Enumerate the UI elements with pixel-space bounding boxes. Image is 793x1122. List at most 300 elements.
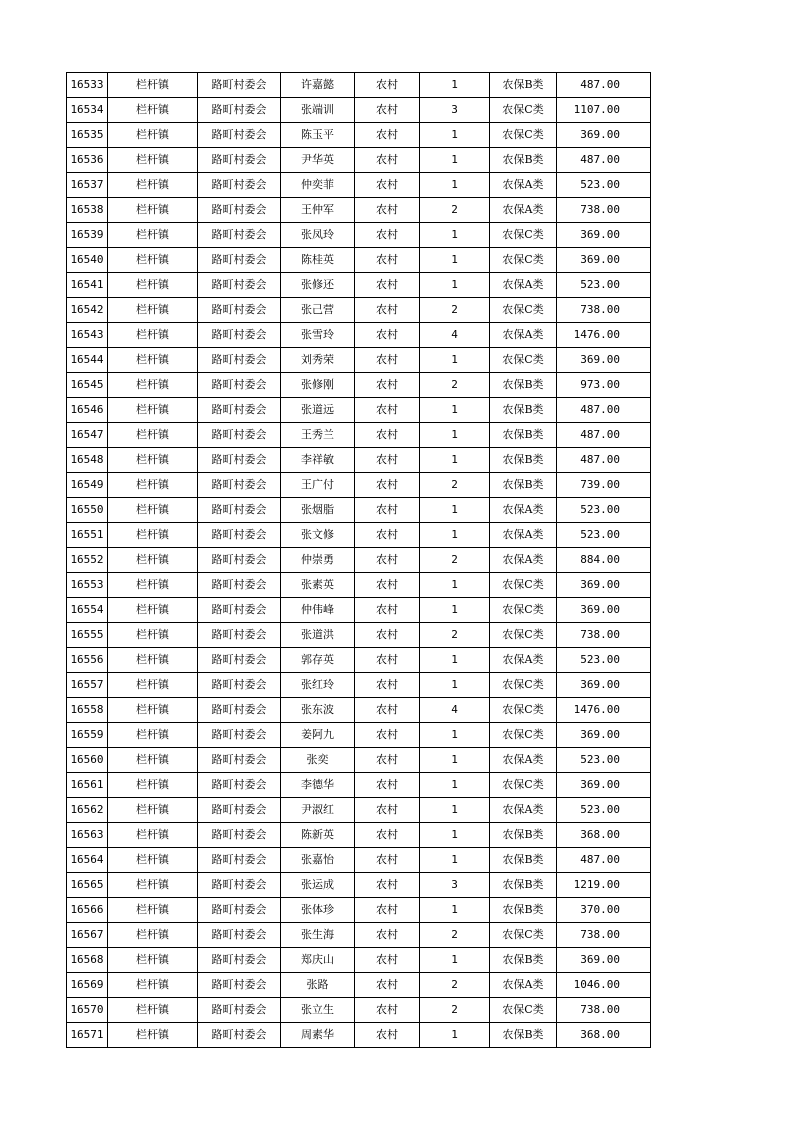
cell-household-type: 农村 — [355, 798, 420, 823]
cell-town: 栏杆镇 — [108, 498, 198, 523]
cell-record-id: 16551 — [67, 523, 108, 548]
cell-person-name: 王仲军 — [281, 198, 355, 223]
cell-amount: 523.00 — [557, 523, 651, 548]
table-row — [67, 973, 651, 998]
cell-household-type: 农村 — [355, 198, 420, 223]
cell-household-type: 农村 — [355, 323, 420, 348]
cell-insurance-category: 农保B类 — [490, 873, 557, 898]
cell-record-id: 16566 — [67, 898, 108, 923]
cell-member-count: 1 — [420, 948, 490, 973]
cell-amount: 368.00 — [557, 823, 651, 848]
cell-insurance-category: 农保B类 — [490, 373, 557, 398]
cell-household-type: 农村 — [355, 223, 420, 248]
cell-person-name: 姜阿九 — [281, 723, 355, 748]
cell-household-type: 农村 — [355, 348, 420, 373]
cell-household-type: 农村 — [355, 873, 420, 898]
cell-insurance-category: 农保C类 — [490, 298, 557, 323]
cell-town: 栏杆镇 — [108, 148, 198, 173]
cell-member-count: 1 — [420, 348, 490, 373]
cell-person-name: 张修还 — [281, 273, 355, 298]
cell-amount: 523.00 — [557, 498, 651, 523]
cell-member-count: 1 — [420, 648, 490, 673]
cell-amount: 369.00 — [557, 573, 651, 598]
cell-insurance-category: 农保C类 — [490, 248, 557, 273]
cell-insurance-category: 农保A类 — [490, 648, 557, 673]
cell-insurance-category: 农保B类 — [490, 823, 557, 848]
cell-record-id: 16538 — [67, 198, 108, 223]
table-row — [67, 873, 651, 898]
cell-town: 栏杆镇 — [108, 948, 198, 973]
cell-village-committee: 路町村委会 — [198, 673, 281, 698]
cell-person-name: 张素英 — [281, 573, 355, 598]
cell-person-name: 王秀兰 — [281, 423, 355, 448]
cell-person-name: 张文修 — [281, 523, 355, 548]
cell-household-type: 农村 — [355, 248, 420, 273]
cell-village-committee: 路町村委会 — [198, 748, 281, 773]
cell-member-count: 1 — [420, 748, 490, 773]
cell-household-type: 农村 — [355, 998, 420, 1023]
cell-record-id: 16534 — [67, 98, 108, 123]
cell-town: 栏杆镇 — [108, 1023, 198, 1048]
cell-record-id: 16545 — [67, 373, 108, 398]
cell-insurance-category: 农保B类 — [490, 1023, 557, 1048]
cell-village-committee: 路町村委会 — [198, 598, 281, 623]
cell-insurance-category: 农保B类 — [490, 73, 557, 98]
table-row — [67, 398, 651, 423]
cell-town: 栏杆镇 — [108, 573, 198, 598]
cell-insurance-category: 农保A类 — [490, 273, 557, 298]
cell-insurance-category: 农保B类 — [490, 898, 557, 923]
table-row — [67, 923, 651, 948]
cell-amount: 738.00 — [557, 923, 651, 948]
cell-town: 栏杆镇 — [108, 548, 198, 573]
table-row — [67, 723, 651, 748]
cell-member-count: 1 — [420, 898, 490, 923]
cell-amount: 487.00 — [557, 448, 651, 473]
cell-member-count: 1 — [420, 423, 490, 448]
cell-insurance-category: 农保C类 — [490, 998, 557, 1023]
cell-household-type: 农村 — [355, 623, 420, 648]
cell-household-type: 农村 — [355, 573, 420, 598]
cell-village-committee: 路町村委会 — [198, 323, 281, 348]
cell-member-count: 2 — [420, 198, 490, 223]
table-row — [67, 473, 651, 498]
table-row — [67, 598, 651, 623]
cell-record-id: 16546 — [67, 398, 108, 423]
cell-amount: 1476.00 — [557, 698, 651, 723]
data-table — [66, 72, 651, 1048]
cell-member-count: 1 — [420, 148, 490, 173]
cell-record-id: 16563 — [67, 823, 108, 848]
table-row — [67, 623, 651, 648]
cell-amount: 369.00 — [557, 773, 651, 798]
cell-amount: 523.00 — [557, 648, 651, 673]
cell-person-name: 郭存英 — [281, 648, 355, 673]
cell-village-committee: 路町村委会 — [198, 198, 281, 223]
cell-household-type: 农村 — [355, 423, 420, 448]
cell-town: 栏杆镇 — [108, 348, 198, 373]
cell-town: 栏杆镇 — [108, 698, 198, 723]
cell-person-name: 尹淑红 — [281, 798, 355, 823]
cell-insurance-category: 农保A类 — [490, 323, 557, 348]
cell-person-name: 仲伟峰 — [281, 598, 355, 623]
table-row — [67, 523, 651, 548]
cell-amount: 369.00 — [557, 598, 651, 623]
cell-town: 栏杆镇 — [108, 223, 198, 248]
cell-record-id: 16571 — [67, 1023, 108, 1048]
cell-town: 栏杆镇 — [108, 923, 198, 948]
cell-insurance-category: 农保A类 — [490, 548, 557, 573]
table-row — [67, 498, 651, 523]
cell-record-id: 16553 — [67, 573, 108, 598]
cell-household-type: 农村 — [355, 598, 420, 623]
cell-town: 栏杆镇 — [108, 723, 198, 748]
cell-town: 栏杆镇 — [108, 623, 198, 648]
cell-person-name: 张端训 — [281, 98, 355, 123]
cell-village-committee: 路町村委会 — [198, 623, 281, 648]
cell-insurance-category: 农保C类 — [490, 623, 557, 648]
cell-village-committee: 路町村委会 — [198, 548, 281, 573]
cell-town: 栏杆镇 — [108, 648, 198, 673]
cell-household-type: 农村 — [355, 73, 420, 98]
cell-member-count: 1 — [420, 523, 490, 548]
cell-village-committee: 路町村委会 — [198, 573, 281, 598]
table-row — [67, 223, 651, 248]
cell-village-committee: 路町村委会 — [198, 848, 281, 873]
table-row — [67, 98, 651, 123]
cell-record-id: 16542 — [67, 298, 108, 323]
cell-amount: 739.00 — [557, 473, 651, 498]
cell-member-count: 2 — [420, 998, 490, 1023]
cell-record-id: 16567 — [67, 923, 108, 948]
cell-town: 栏杆镇 — [108, 973, 198, 998]
cell-household-type: 农村 — [355, 273, 420, 298]
cell-record-id: 16543 — [67, 323, 108, 348]
cell-household-type: 农村 — [355, 948, 420, 973]
cell-person-name: 张体珍 — [281, 898, 355, 923]
cell-amount: 738.00 — [557, 623, 651, 648]
table-row — [67, 123, 651, 148]
cell-village-committee: 路町村委会 — [198, 398, 281, 423]
cell-person-name: 陈桂英 — [281, 248, 355, 273]
cell-person-name: 张路 — [281, 973, 355, 998]
cell-town: 栏杆镇 — [108, 423, 198, 448]
cell-member-count: 1 — [420, 1023, 490, 1048]
cell-record-id: 16558 — [67, 698, 108, 723]
cell-record-id: 16544 — [67, 348, 108, 373]
cell-amount: 369.00 — [557, 123, 651, 148]
cell-insurance-category: 农保B类 — [490, 948, 557, 973]
table-row — [67, 348, 651, 373]
cell-household-type: 农村 — [355, 723, 420, 748]
cell-insurance-category: 农保A类 — [490, 798, 557, 823]
cell-record-id: 16537 — [67, 173, 108, 198]
cell-amount: 369.00 — [557, 723, 651, 748]
cell-village-committee: 路町村委会 — [198, 698, 281, 723]
cell-record-id: 16556 — [67, 648, 108, 673]
cell-record-id: 16559 — [67, 723, 108, 748]
cell-record-id: 16552 — [67, 548, 108, 573]
cell-person-name: 张雪玲 — [281, 323, 355, 348]
cell-village-committee: 路町村委会 — [198, 723, 281, 748]
cell-amount: 369.00 — [557, 223, 651, 248]
cell-town: 栏杆镇 — [108, 98, 198, 123]
table-row — [67, 423, 651, 448]
cell-insurance-category: 农保A类 — [490, 748, 557, 773]
cell-village-committee: 路町村委会 — [198, 773, 281, 798]
cell-amount: 1107.00 — [557, 98, 651, 123]
cell-village-committee: 路町村委会 — [198, 73, 281, 98]
cell-member-count: 2 — [420, 373, 490, 398]
cell-member-count: 2 — [420, 623, 490, 648]
cell-record-id: 16554 — [67, 598, 108, 623]
cell-household-type: 农村 — [355, 548, 420, 573]
table-row — [67, 773, 651, 798]
cell-town: 栏杆镇 — [108, 398, 198, 423]
cell-person-name: 刘秀荣 — [281, 348, 355, 373]
cell-person-name: 郑庆山 — [281, 948, 355, 973]
table-row — [67, 673, 651, 698]
table-row — [67, 1023, 651, 1048]
cell-town: 栏杆镇 — [108, 823, 198, 848]
cell-village-committee: 路町村委会 — [198, 648, 281, 673]
cell-amount: 487.00 — [557, 398, 651, 423]
cell-record-id: 16560 — [67, 748, 108, 773]
cell-village-committee: 路町村委会 — [198, 473, 281, 498]
cell-record-id: 16564 — [67, 848, 108, 873]
cell-insurance-category: 农保B类 — [490, 473, 557, 498]
cell-member-count: 1 — [420, 448, 490, 473]
cell-person-name: 张修刚 — [281, 373, 355, 398]
cell-insurance-category: 农保B类 — [490, 398, 557, 423]
cell-town: 栏杆镇 — [108, 673, 198, 698]
cell-household-type: 农村 — [355, 648, 420, 673]
cell-record-id: 16539 — [67, 223, 108, 248]
cell-insurance-category: 农保C类 — [490, 123, 557, 148]
cell-member-count: 1 — [420, 123, 490, 148]
cell-person-name: 张道洪 — [281, 623, 355, 648]
cell-amount: 487.00 — [557, 148, 651, 173]
cell-household-type: 农村 — [355, 898, 420, 923]
cell-household-type: 农村 — [355, 98, 420, 123]
cell-insurance-category: 农保C类 — [490, 923, 557, 948]
table-row — [67, 998, 651, 1023]
cell-insurance-category: 农保B类 — [490, 423, 557, 448]
cell-person-name: 仲奕菲 — [281, 173, 355, 198]
cell-household-type: 农村 — [355, 298, 420, 323]
cell-town: 栏杆镇 — [108, 448, 198, 473]
cell-town: 栏杆镇 — [108, 248, 198, 273]
cell-insurance-category: 农保C类 — [490, 98, 557, 123]
cell-person-name: 尹华英 — [281, 148, 355, 173]
cell-village-committee: 路町村委会 — [198, 798, 281, 823]
cell-member-count: 2 — [420, 973, 490, 998]
cell-village-committee: 路町村委会 — [198, 148, 281, 173]
cell-member-count: 1 — [420, 223, 490, 248]
table-row — [67, 798, 651, 823]
cell-village-committee: 路町村委会 — [198, 298, 281, 323]
cell-town: 栏杆镇 — [108, 798, 198, 823]
cell-village-committee: 路町村委会 — [198, 998, 281, 1023]
cell-person-name: 李祥敏 — [281, 448, 355, 473]
cell-person-name: 陈玉平 — [281, 123, 355, 148]
cell-person-name: 张东波 — [281, 698, 355, 723]
cell-insurance-category: 农保A类 — [490, 973, 557, 998]
cell-person-name: 张红玲 — [281, 673, 355, 698]
cell-person-name: 张凤玲 — [281, 223, 355, 248]
cell-amount: 368.00 — [557, 1023, 651, 1048]
table-row — [67, 198, 651, 223]
table-row — [67, 273, 651, 298]
cell-town: 栏杆镇 — [108, 273, 198, 298]
cell-amount: 1219.00 — [557, 873, 651, 898]
cell-record-id: 16548 — [67, 448, 108, 473]
table-row — [67, 648, 651, 673]
cell-record-id: 16555 — [67, 623, 108, 648]
cell-household-type: 农村 — [355, 698, 420, 723]
cell-household-type: 农村 — [355, 973, 420, 998]
cell-amount: 523.00 — [557, 273, 651, 298]
cell-insurance-category: 农保A类 — [490, 523, 557, 548]
cell-town: 栏杆镇 — [108, 598, 198, 623]
cell-record-id: 16565 — [67, 873, 108, 898]
table-row — [67, 173, 651, 198]
table-row — [67, 898, 651, 923]
cell-amount: 973.00 — [557, 373, 651, 398]
cell-amount: 1476.00 — [557, 323, 651, 348]
cell-amount: 738.00 — [557, 198, 651, 223]
cell-insurance-category: 农保C类 — [490, 598, 557, 623]
cell-member-count: 1 — [420, 673, 490, 698]
cell-record-id: 16536 — [67, 148, 108, 173]
cell-insurance-category: 农保C类 — [490, 698, 557, 723]
cell-household-type: 农村 — [355, 848, 420, 873]
cell-record-id: 16549 — [67, 473, 108, 498]
cell-member-count: 1 — [420, 498, 490, 523]
cell-member-count: 1 — [420, 723, 490, 748]
table-row — [67, 148, 651, 173]
cell-member-count: 1 — [420, 573, 490, 598]
cell-member-count: 1 — [420, 598, 490, 623]
cell-member-count: 3 — [420, 873, 490, 898]
cell-member-count: 4 — [420, 698, 490, 723]
cell-town: 栏杆镇 — [108, 373, 198, 398]
cell-person-name: 许嘉懿 — [281, 73, 355, 98]
cell-amount: 1046.00 — [557, 973, 651, 998]
table-row — [67, 248, 651, 273]
cell-household-type: 农村 — [355, 373, 420, 398]
table-row — [67, 823, 651, 848]
cell-town: 栏杆镇 — [108, 173, 198, 198]
cell-household-type: 农村 — [355, 823, 420, 848]
cell-town: 栏杆镇 — [108, 873, 198, 898]
cell-town: 栏杆镇 — [108, 198, 198, 223]
cell-village-committee: 路町村委会 — [198, 873, 281, 898]
table-row — [67, 698, 651, 723]
cell-insurance-category: 农保B类 — [490, 848, 557, 873]
cell-amount: 487.00 — [557, 848, 651, 873]
cell-person-name: 李德华 — [281, 773, 355, 798]
table-body — [67, 73, 651, 1048]
cell-record-id: 16535 — [67, 123, 108, 148]
cell-amount: 369.00 — [557, 673, 651, 698]
cell-person-name: 张烟脂 — [281, 498, 355, 523]
cell-village-committee: 路町村委会 — [198, 373, 281, 398]
cell-village-committee: 路町村委会 — [198, 223, 281, 248]
cell-town: 栏杆镇 — [108, 473, 198, 498]
table-row — [67, 848, 651, 873]
cell-household-type: 农村 — [355, 398, 420, 423]
table-row — [67, 548, 651, 573]
cell-household-type: 农村 — [355, 448, 420, 473]
cell-village-committee: 路町村委会 — [198, 248, 281, 273]
cell-record-id: 16557 — [67, 673, 108, 698]
cell-member-count: 1 — [420, 848, 490, 873]
cell-insurance-category: 农保C类 — [490, 573, 557, 598]
cell-insurance-category: 农保C类 — [490, 773, 557, 798]
cell-amount: 369.00 — [557, 248, 651, 273]
table-row — [67, 73, 651, 98]
cell-person-name: 仲崇勇 — [281, 548, 355, 573]
table-row — [67, 448, 651, 473]
cell-town: 栏杆镇 — [108, 73, 198, 98]
cell-record-id: 16561 — [67, 773, 108, 798]
cell-record-id: 16568 — [67, 948, 108, 973]
cell-member-count: 1 — [420, 173, 490, 198]
cell-town: 栏杆镇 — [108, 523, 198, 548]
cell-person-name: 陈新英 — [281, 823, 355, 848]
cell-household-type: 农村 — [355, 748, 420, 773]
cell-person-name: 张道远 — [281, 398, 355, 423]
cell-insurance-category: 农保B类 — [490, 148, 557, 173]
cell-household-type: 农村 — [355, 923, 420, 948]
cell-village-committee: 路町村委会 — [198, 123, 281, 148]
cell-insurance-category: 农保C类 — [490, 348, 557, 373]
cell-village-committee: 路町村委会 — [198, 923, 281, 948]
cell-insurance-category: 农保B类 — [490, 448, 557, 473]
cell-member-count: 1 — [420, 398, 490, 423]
table-row — [67, 373, 651, 398]
cell-village-committee: 路町村委会 — [198, 448, 281, 473]
cell-member-count: 2 — [420, 548, 490, 573]
cell-record-id: 16562 — [67, 798, 108, 823]
cell-record-id: 16540 — [67, 248, 108, 273]
table-row — [67, 748, 651, 773]
cell-town: 栏杆镇 — [108, 323, 198, 348]
cell-record-id: 16541 — [67, 273, 108, 298]
cell-amount: 738.00 — [557, 298, 651, 323]
cell-member-count: 2 — [420, 923, 490, 948]
cell-record-id: 16533 — [67, 73, 108, 98]
cell-person-name: 张生海 — [281, 923, 355, 948]
cell-insurance-category: 农保A类 — [490, 498, 557, 523]
cell-amount: 738.00 — [557, 998, 651, 1023]
cell-household-type: 农村 — [355, 1023, 420, 1048]
cell-town: 栏杆镇 — [108, 748, 198, 773]
cell-amount: 370.00 — [557, 898, 651, 923]
cell-town: 栏杆镇 — [108, 998, 198, 1023]
cell-village-committee: 路町村委会 — [198, 898, 281, 923]
cell-village-committee: 路町村委会 — [198, 948, 281, 973]
table-row — [67, 323, 651, 348]
cell-amount: 487.00 — [557, 73, 651, 98]
cell-household-type: 农村 — [355, 173, 420, 198]
cell-village-committee: 路町村委会 — [198, 348, 281, 373]
cell-amount: 369.00 — [557, 348, 651, 373]
cell-person-name: 张立生 — [281, 998, 355, 1023]
cell-insurance-category: 农保C类 — [490, 673, 557, 698]
cell-member-count: 1 — [420, 773, 490, 798]
